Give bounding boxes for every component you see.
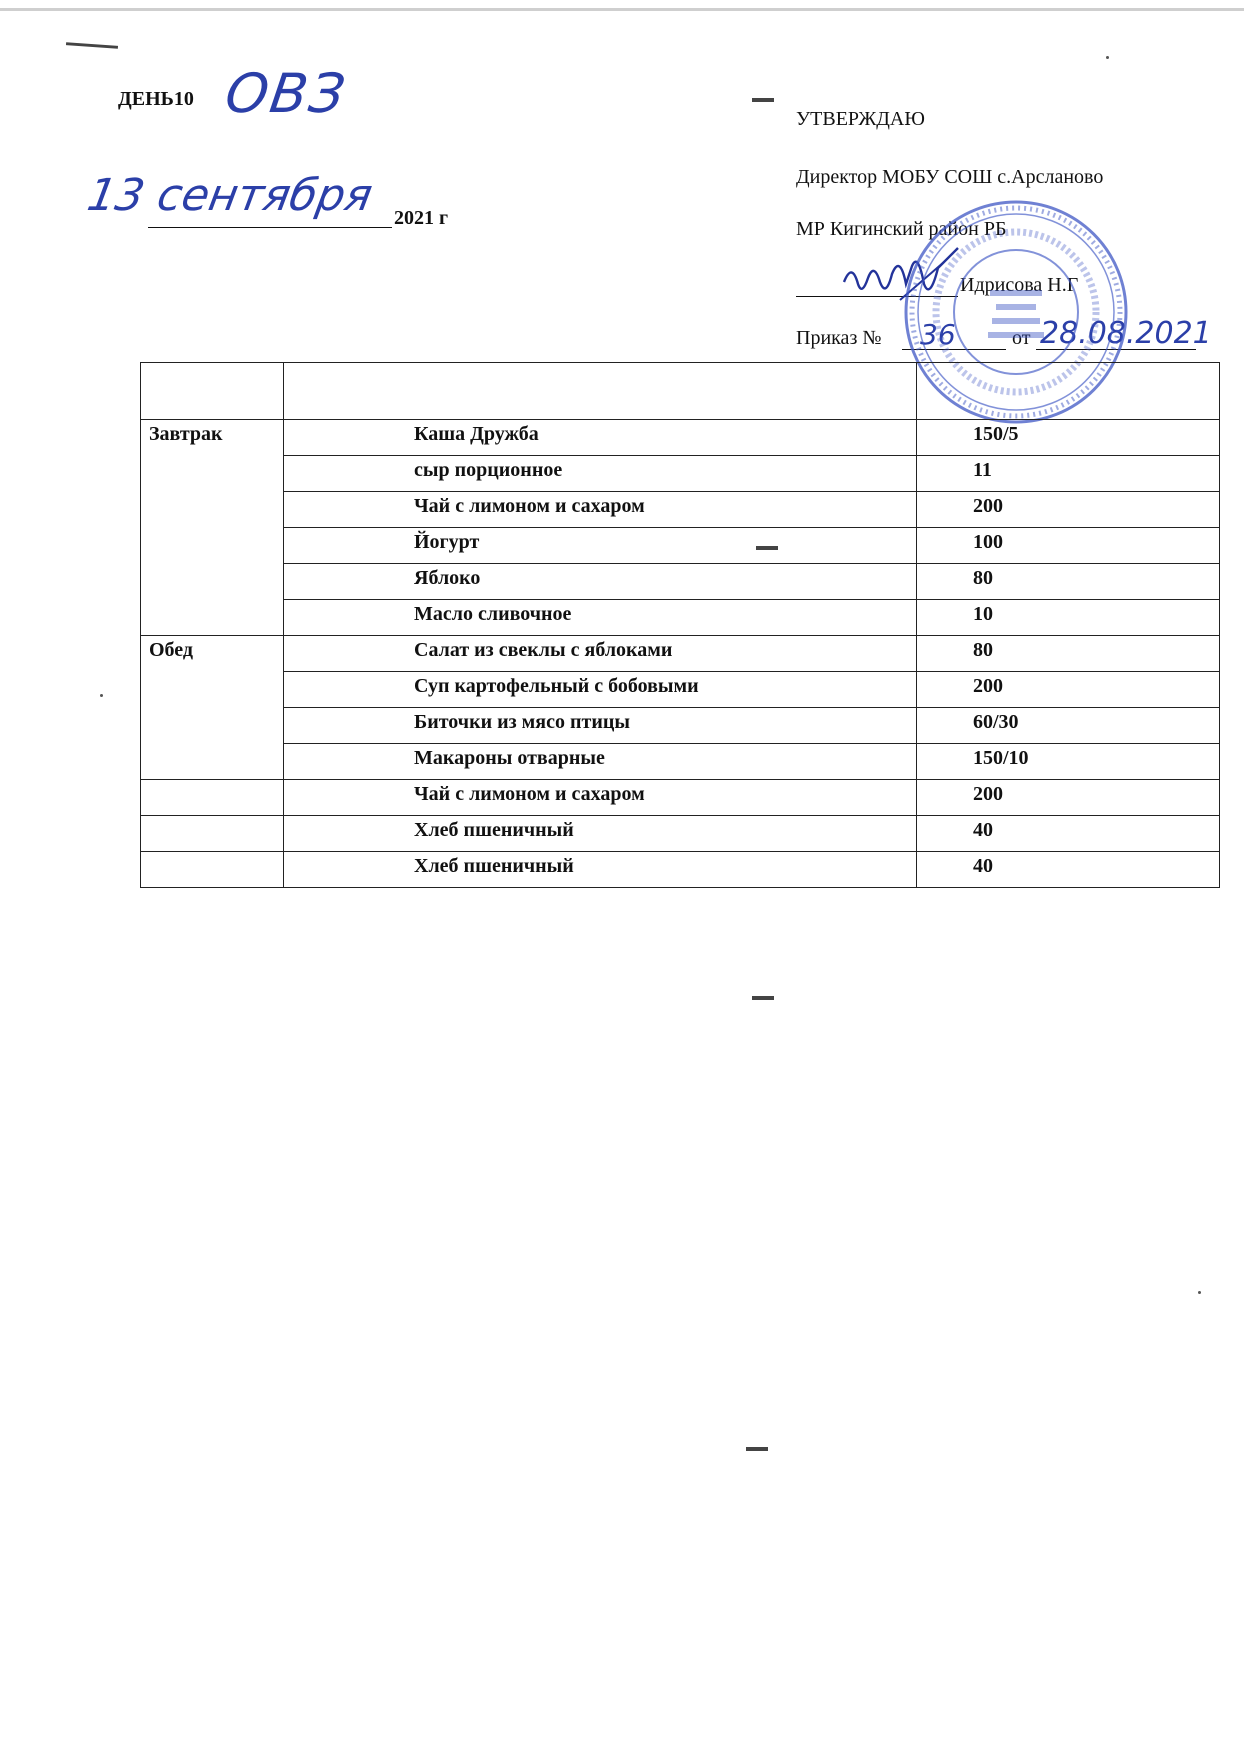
scan-mark <box>66 42 118 49</box>
table-row <box>141 816 1220 852</box>
date-year: 2021 г <box>394 207 449 229</box>
table-row <box>141 600 1220 636</box>
weight-cell: 200 <box>917 672 1220 708</box>
header-cell <box>284 363 917 420</box>
dish-cell: Каша Дружба <box>284 420 917 456</box>
table-row <box>141 672 1220 708</box>
weight-cell: 150/10 <box>917 744 1220 780</box>
table-row <box>141 636 1220 672</box>
dish-cell: Хлеб пшеничный <box>284 852 917 888</box>
scan-mark <box>756 546 778 550</box>
scan-mark <box>746 1447 768 1451</box>
dish-cell: Биточки из мясо птицы <box>284 708 917 744</box>
table-row <box>141 780 1220 816</box>
dish-cell: Суп картофельный с бобовыми <box>284 672 917 708</box>
weight-cell: 150/5 <box>917 420 1220 456</box>
signer-name: Идрисова Н.Г <box>960 274 1079 296</box>
weight-cell: 80 <box>917 636 1220 672</box>
table-row <box>141 708 1220 744</box>
handwritten-order-number: 36 <box>920 318 956 351</box>
meal-cell: Завтрак <box>141 420 284 636</box>
weight-cell: 100 <box>917 528 1220 564</box>
meal-cell: Обед <box>141 636 284 780</box>
approval-title: УТВЕРЖДАЮ <box>796 108 925 130</box>
dish-cell: сыр порционное <box>284 456 917 492</box>
scan-dot <box>1198 1291 1201 1294</box>
weight-cell: 40 <box>917 816 1220 852</box>
scan-mark <box>752 996 774 1000</box>
scan-border <box>0 8 1244 11</box>
weight-cell: 10 <box>917 600 1220 636</box>
weight-cell: 40 <box>917 852 1220 888</box>
header-cell <box>141 363 284 420</box>
table-row <box>141 564 1220 600</box>
table-header-row <box>141 363 1220 420</box>
table-row <box>141 744 1220 780</box>
weight-cell: 200 <box>917 780 1220 816</box>
menu-table <box>140 362 1220 888</box>
order-line-text <box>796 327 881 350</box>
scan-mark <box>752 98 774 102</box>
handwritten-tag: ОВЗ <box>221 62 351 125</box>
weight-cell: 11 <box>917 456 1220 492</box>
table-row <box>141 492 1220 528</box>
table-row <box>141 456 1220 492</box>
dish-cell: Макароны отварные <box>284 744 917 780</box>
dish-cell: Салат из свеклы с яблоками <box>284 636 917 672</box>
handwritten-date: 13 сентября <box>83 170 377 221</box>
meal-cell <box>141 816 284 852</box>
weight-cell: 80 <box>917 564 1220 600</box>
scan-dot <box>1106 56 1109 59</box>
order-from: от <box>1012 327 1031 349</box>
dish-cell: Хлеб пшеничный <box>284 816 917 852</box>
meal-cell <box>141 780 284 816</box>
header-cell <box>917 363 1220 420</box>
day-label: ДЕНЬ10 <box>118 88 194 110</box>
table-row <box>141 852 1220 888</box>
date-underline <box>148 227 392 228</box>
handwritten-order-date: 28.08.2021 <box>1040 316 1212 351</box>
table-row <box>141 528 1220 564</box>
dish-cell: Чай с лимоном и сахаром <box>284 780 917 816</box>
table-row <box>141 420 1220 456</box>
dish-cell: Масло сливочное <box>284 600 917 636</box>
weight-cell: 60/30 <box>917 708 1220 744</box>
dish-cell: Чай с лимоном и сахаром <box>284 492 917 528</box>
meal-cell <box>141 852 284 888</box>
order-prefix: Приказ № <box>796 327 882 349</box>
dish-cell: Йогурт <box>284 528 917 564</box>
weight-cell: 200 <box>917 492 1220 528</box>
approval-director: Директор МОБУ СОШ с.Арсланово <box>796 166 1104 188</box>
scan-dot <box>100 694 103 697</box>
dish-cell: Яблоко <box>284 564 917 600</box>
approval-district: МР Кигинский район РБ <box>796 218 1007 240</box>
